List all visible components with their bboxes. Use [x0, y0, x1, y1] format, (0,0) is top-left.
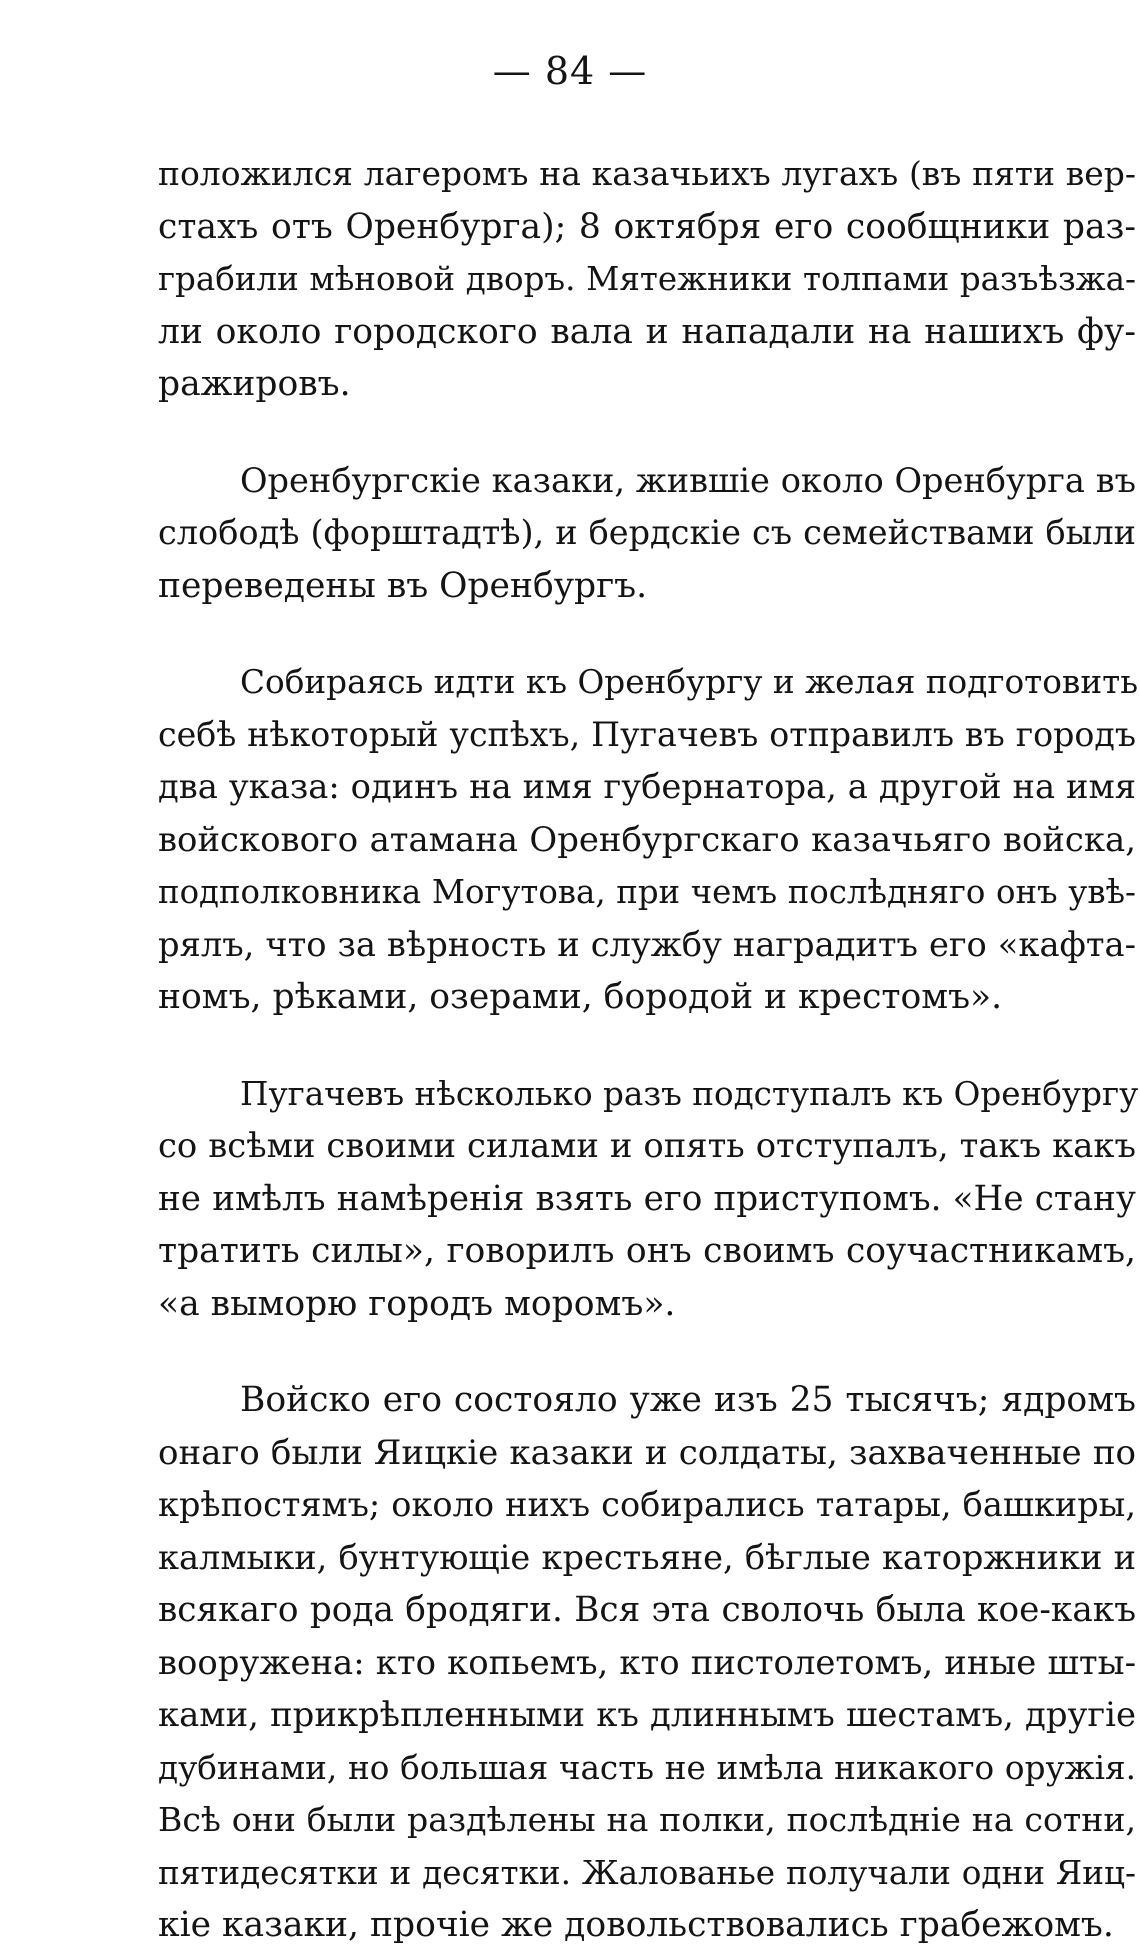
- text-line: кіе казаки, прочіе же довольствовались грабежомъ.: [158, 1905, 1114, 1945]
- text-line: рялъ, что за вѣрность и службу наградитъ его «кафта-: [158, 924, 1136, 964]
- paragraph-4: [158, 1068, 1139, 1331]
- text-line: два указа: одинъ на имя губернатора, а другой на имя: [158, 767, 1136, 806]
- text-line: калмыки, бунтующіе крестьяне, бѣглые каторжники и: [158, 1537, 1136, 1577]
- text-line: дубинами, но большая часть не имѣла никакого оружія.: [158, 1748, 1136, 1787]
- text-line: пятидесятки и десятки. Жалованье получали одни Яиц-: [158, 1853, 1136, 1892]
- paragraph-gap: [158, 1024, 1136, 1068]
- text-line: подполковника Могутова, при чемъ послѣдняго онъ увѣ-: [158, 873, 1136, 911]
- text-line: «а выморю городъ моромъ».: [158, 1283, 676, 1324]
- body-text: [158, 148, 1139, 1952]
- text-line: грабили мѣновой дворъ. Мятежники толпами разъѣзжа-: [158, 260, 1136, 298]
- text-line: онаго были Яицкіе казаки и солдаты, захваченные по: [158, 1432, 1136, 1473]
- paragraph-gap: [158, 411, 1136, 455]
- paragraph-2: [158, 455, 1136, 613]
- text-line: Оренбургскіе казаки, жившіе около Оренбурга въ: [240, 460, 1136, 500]
- text-line: стахъ отъ Оренбурга); 8 октября его сообщники раз-: [158, 206, 1136, 247]
- page-number: — 84 —: [492, 49, 648, 93]
- text-line: вооружена: кто копьемъ, кто пистолетомъ, иные шты-: [158, 1642, 1136, 1682]
- text-line: переведены въ Оренбургъ.: [158, 565, 648, 606]
- text-line: ли около городского вала и нападали на нашихъ фу-: [158, 311, 1136, 352]
- text-line: не имѣлъ намѣренія взять его приступомъ. «Не стану: [158, 1178, 1136, 1219]
- text-line: всякаго рода бродяги. Вся эта сволочь была кое-какъ: [158, 1590, 1136, 1630]
- text-line: номъ, рѣками, озерами, бородой и крестомъ».: [158, 977, 1003, 1017]
- text-line: ками, прикрѣпленными къ длиннымъ шестамъ, другіе: [158, 1695, 1136, 1734]
- text-line: Войско его состояло уже изъ 25 тысячъ; ядромъ: [240, 1380, 1136, 1420]
- text-line: войскового атамана Оренбургскаго казачьяго войска,: [158, 819, 1136, 859]
- text-line: Собираясь идти къ Оренбургу и желая подготовить: [240, 663, 1138, 701]
- paragraph-gap: [158, 612, 1136, 656]
- text-line: со всѣми своими силами и опять отступалъ, такъ какъ: [158, 1126, 1136, 1165]
- text-line: себѣ нѣкоторый успѣхъ, Пугачевъ отправилъ въ городъ: [158, 714, 1136, 754]
- text-line: крѣпостямъ; около нихъ собирались татары, башкиры,: [158, 1485, 1136, 1524]
- paragraph-3: [158, 656, 1136, 1024]
- text-line: ражировъ.: [158, 364, 351, 404]
- text-line: тратить силы», говорилъ онъ своимъ соучастникамъ,: [158, 1231, 1136, 1271]
- text-line: Пугачевъ нѣсколько разъ подступалъ къ Оренбургу: [240, 1074, 1139, 1113]
- paragraph-gap: [158, 1330, 1136, 1374]
- text-line: Всѣ они были раздѣлены на полки, послѣдніе на сотни,: [158, 1800, 1136, 1839]
- text-line: слободѣ (форштадтѣ), и бердскіе съ семействами были: [158, 513, 1136, 552]
- text-line: положился лагеромъ на казачьихъ лугахъ (въ пяти вер-: [158, 154, 1136, 193]
- paragraph-5: [158, 1374, 1136, 1952]
- paragraph-1: [158, 148, 1136, 411]
